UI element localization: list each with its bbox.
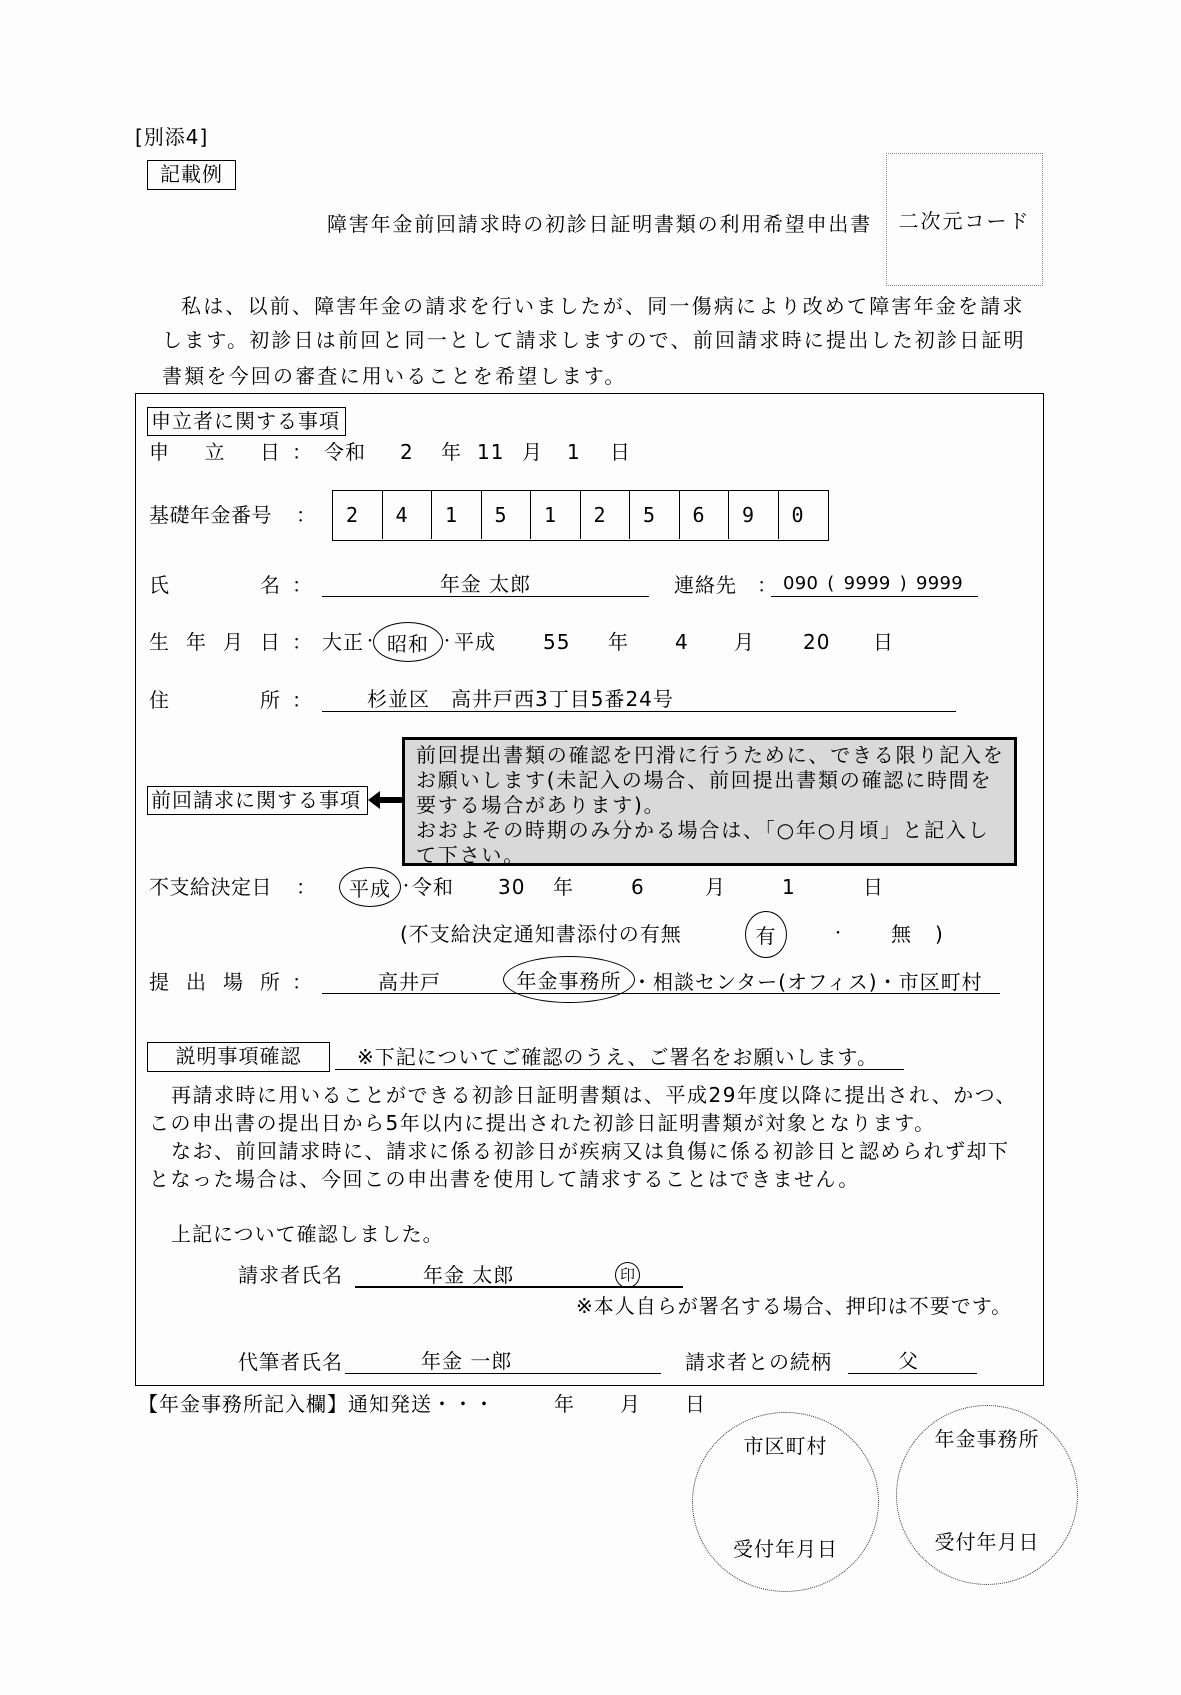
document-title: 障害年金前回請求時の初診日証明書類の利用希望申出書 bbox=[327, 212, 872, 236]
era-option-heisei-selected: 平成 bbox=[339, 867, 401, 907]
previous-claim-section-label: 前回請求に関する事項 bbox=[147, 786, 368, 815]
pension-digit: 5 bbox=[630, 491, 680, 539]
stamp-date-label: 受付年月日 bbox=[934, 1530, 1040, 1554]
birth-year: 55 bbox=[543, 630, 571, 654]
address-field: 杉並区 高井戸西3丁目5番24号 bbox=[322, 688, 956, 712]
era-option-taisho: 大正 bbox=[322, 630, 364, 654]
filing-date-day: 1 bbox=[567, 440, 581, 464]
day-unit: 日 bbox=[873, 630, 894, 654]
note-line: 前回提出書類の確認を円滑に行うために、できる限り記入を bbox=[416, 743, 1005, 767]
year-unit: 年 bbox=[554, 1392, 575, 1416]
year-unit: 年 bbox=[441, 440, 462, 464]
arrow-left-icon bbox=[368, 790, 403, 810]
year-unit: 年 bbox=[553, 875, 574, 899]
denial-year: 30 bbox=[498, 875, 526, 899]
stamp-title: 年金事務所 bbox=[934, 1427, 1040, 1451]
office-use-label: 【年金事務所記入欄】通知発送・・・ bbox=[138, 1392, 495, 1416]
pension-digit: 0 bbox=[791, 503, 804, 527]
explanation-line: 再請求時に用いることができる初診日証明書類は、平成29年度以降に提出され、かつ、 bbox=[171, 1083, 1017, 1107]
explanation-line: この申出書の提出日から5年以内に提出された初診日証明書類が対象となります。 bbox=[149, 1111, 936, 1135]
proxy-name-label: 代筆者氏名 bbox=[238, 1350, 343, 1374]
seal-mark-icon: 印 bbox=[615, 1262, 640, 1288]
birth-day: 20 bbox=[803, 630, 831, 654]
seal-note: ※本人自らが署名する場合、押印は不要です。 bbox=[576, 1294, 1013, 1318]
day-unit: 日 bbox=[863, 875, 884, 899]
submission-place-name: 高井戸 bbox=[378, 970, 441, 994]
separator: ・ bbox=[440, 634, 455, 650]
qr-placeholder-label: 二次元コード bbox=[898, 209, 1031, 233]
pension-digit: 4 bbox=[383, 491, 433, 539]
name-field: 年金 太郎 bbox=[322, 573, 649, 597]
submission-place-label: 提出場所 bbox=[149, 970, 280, 994]
address-label: 住所 bbox=[149, 688, 280, 712]
notice-attached-label: (不支給決定通知書添付の有無 bbox=[400, 922, 682, 946]
colon: ： bbox=[757, 573, 778, 597]
explanation-line: なお、前回請求時に、請求に係る初診日が疾病又は負傷に係る初診日と認められず却下 bbox=[171, 1139, 1010, 1163]
confirmation-section-label: 説明事項確認 bbox=[147, 1042, 330, 1072]
denial-month: 6 bbox=[631, 875, 645, 899]
relation-field: 父 bbox=[848, 1350, 977, 1374]
era-option-heisei: 平成 bbox=[454, 630, 496, 654]
contact-field: 090 ( 9999 ) 9999 bbox=[771, 573, 978, 597]
confirmed-statement: 上記について確認しました。 bbox=[171, 1222, 444, 1246]
note-line: お願いします(未記入の場合、前回提出書類の確認に時間を bbox=[416, 768, 993, 792]
pension-digit: 9 bbox=[729, 491, 779, 539]
place-option-pension-office-selected: 年金事務所 bbox=[503, 956, 635, 1003]
attachment-label: [別添4] bbox=[135, 125, 209, 149]
municipality-receipt-stamp bbox=[692, 1412, 879, 1592]
note-line: おおよその時期のみ分かる場合は、「○年○月頃」と記入し bbox=[416, 818, 990, 842]
day-unit: 日 bbox=[685, 1392, 706, 1416]
month-unit: 月 bbox=[522, 440, 543, 464]
pension-digit: 1 bbox=[531, 491, 581, 539]
pension-digit: 6 bbox=[680, 491, 730, 539]
claimant-name-label: 請求者氏名 bbox=[238, 1263, 343, 1287]
birth-date-label: 生年月日 bbox=[149, 630, 280, 654]
filing-date-label: 申立日 bbox=[149, 440, 280, 464]
qr-code-placeholder bbox=[886, 153, 1043, 286]
applicant-section-label: 申立者に関する事項 bbox=[147, 407, 346, 436]
explanation-line: となった場合は、今回この申出書を使用して請求することはできません。 bbox=[149, 1167, 860, 1191]
colon: ： bbox=[292, 688, 313, 712]
pension-number-boxes bbox=[332, 490, 829, 541]
filing-date-era: 令和 bbox=[324, 440, 366, 464]
separator: ・ bbox=[399, 879, 414, 895]
era-option-showa-selected: 昭和 bbox=[373, 622, 443, 662]
colon: ： bbox=[296, 503, 317, 527]
pension-digit: 2 bbox=[333, 491, 383, 539]
day-unit: 日 bbox=[610, 440, 631, 464]
colon: ： bbox=[296, 875, 317, 899]
pension-digit: 5 bbox=[482, 491, 532, 539]
note-line: 要する場合があります)。 bbox=[416, 793, 666, 817]
separator: ・ bbox=[831, 926, 846, 942]
era-option-reiwa: 令和 bbox=[412, 875, 454, 899]
notice-option-no: 無 bbox=[891, 922, 912, 946]
note-line: て下さい。 bbox=[416, 843, 525, 867]
colon: ： bbox=[292, 440, 313, 464]
proxy-name-field: 年金 一郎 bbox=[345, 1350, 661, 1374]
pension-office-receipt-stamp bbox=[896, 1405, 1078, 1585]
pension-number-label: 基礎年金番号 bbox=[149, 503, 272, 527]
month-unit: 月 bbox=[734, 630, 755, 654]
claimant-name-field: 年金 太郎 bbox=[355, 1264, 683, 1288]
colon: ： bbox=[292, 970, 313, 994]
stamp-date-label: 受付年月日 bbox=[733, 1537, 838, 1561]
pension-digit: 1 bbox=[432, 491, 482, 539]
denial-date-label: 不支給決定日 bbox=[149, 875, 272, 899]
birth-month: 4 bbox=[675, 630, 689, 654]
colon: ： bbox=[292, 573, 313, 597]
filing-date-year: 2 bbox=[400, 440, 414, 464]
example-badge: 記載例 bbox=[147, 160, 236, 190]
notice-option-yes-selected: 有 bbox=[745, 911, 787, 958]
colon: ： bbox=[292, 630, 313, 654]
month-unit: 月 bbox=[620, 1392, 641, 1416]
confirmation-instruction: ※下記についてご確認のうえ、ご署名をお願いします。 bbox=[335, 1046, 904, 1070]
intro-line: 私は、以前、障害年金の請求を行いましたが、同一傷病により改めて障害年金を請求 bbox=[181, 294, 1025, 318]
pension-digit: 2 bbox=[581, 491, 631, 539]
separator: ・ bbox=[363, 634, 378, 650]
contact-label: 連絡先 bbox=[674, 573, 737, 597]
closing-paren: ) bbox=[935, 922, 944, 946]
year-unit: 年 bbox=[608, 630, 629, 654]
month-unit: 月 bbox=[705, 875, 726, 899]
stamp-title: 市区町村 bbox=[743, 1434, 828, 1458]
intro-line: 書類を今回の審査に用いることを希望します。 bbox=[162, 364, 627, 388]
intro-line: します。初診日は前回と同一として請求しますので、前回請求時に提出した初診日証明 bbox=[162, 328, 1026, 352]
relation-label: 請求者との続柄 bbox=[685, 1350, 832, 1374]
place-other-options: ・相談センター(オフィス)・市区町村 bbox=[632, 970, 983, 994]
filing-date-month: 11 bbox=[477, 440, 505, 464]
denial-day: 1 bbox=[782, 875, 796, 899]
guidance-note bbox=[402, 737, 1017, 866]
name-label: 氏名 bbox=[149, 573, 280, 597]
